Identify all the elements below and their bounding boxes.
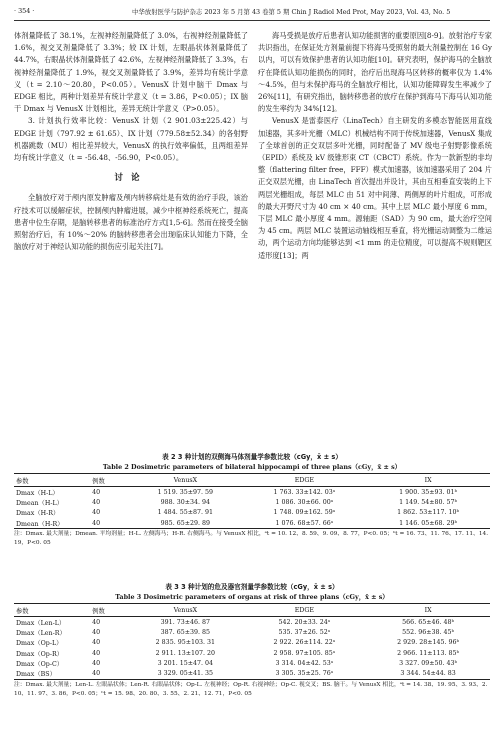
table-cell: Dmax（Op-R） <box>16 650 63 658</box>
table-cell: 3 329. 05±41. 35 <box>128 668 242 679</box>
table-cell: 387. 65±39. 85 <box>160 628 211 636</box>
table-row <box>14 497 490 507</box>
table-row <box>14 617 490 628</box>
table-3-caption-cn: 表 3 3 种计划的危及器官剂量学参数比较（cGy，x̄ ± s） <box>165 583 339 591</box>
table-cell: 988. 30±34. 94 <box>160 498 211 506</box>
table-cell: 2 922. 26±114. 22ᵃ <box>273 639 336 647</box>
table-cell: 40 <box>92 509 101 517</box>
table-cell: 3 344. 54±44. 83 <box>366 668 490 679</box>
table-cell: 40 <box>92 628 101 636</box>
table-cell: 535. 37±26. 52ᵃ <box>278 628 331 636</box>
table-cell: Dmean（H-L） <box>16 499 63 507</box>
table-cell: Dmax（BS） <box>14 668 90 679</box>
table-header-cell: IX <box>366 604 490 617</box>
table-row <box>14 658 490 668</box>
left-paragraph-3: 全脑放疗对于颅内原发肿瘤及颅内转移病灶是有效的治疗手段，该治疗技术可以缓解症状，控制颅内肿瘤进展，减少中枢神经系统死亡，提高患者中位生存期，是脑转移患者的标准治疗方式[1,5-6]。然而在接受全脑照射治疗后，有 10%～20% 的脑转移患者会出现临床认知能力下降，全脑放疗对于神经认知功能的损伤应引起关注[7]。 <box>14 193 248 252</box>
table-cell: 1 763. 33±142. 03ᵃ <box>273 488 336 496</box>
table-cell: 1 748. 09±162. 59ᵃ <box>273 509 336 517</box>
table-row <box>14 648 490 658</box>
table-cell: 3 201. 15±47. 04 <box>157 659 214 667</box>
table-3-note: 注：Dmax. 最大剂量；Len-L. 左眼晶状体；Len-R. 右眼晶状体；Op-L. 左视神经；Op-R. 右视神经；Op-C. 视交叉；BS. 脑干。与 VenusX 相比，ᵃt = 14. 38、19. 95、3. 93、2. 10、11. 97、3. 86，P<0. 05；ᵇt = 15. 98、20. 80、3. 55、2. 21、12. 71，P<0. 05 <box>14 681 488 697</box>
table-header-cell: 参数 <box>14 604 90 617</box>
table-cell: 40 <box>92 639 101 647</box>
table-row <box>14 518 490 529</box>
table-cell: 3 305. 35±25. 76ᵃ <box>242 668 366 679</box>
right-column <box>258 30 492 262</box>
table-cell: 40 <box>92 659 101 667</box>
table-row <box>14 487 490 498</box>
table-cell: 2 958. 97±105. 85ᵃ <box>273 649 336 657</box>
table-cell: 3 327. 09±50. 43ᵇ <box>399 659 458 667</box>
table-cell: 1 862. 53±117. 10ᵇ <box>397 509 460 517</box>
section-title-discussion: 讨论 <box>114 173 148 184</box>
table-cell: Dmax（Len-L） <box>16 619 66 627</box>
table-3-caption-en: Table 3 Dosimetric parameters of organs at risk of three plans（cGy，x̄ ± s） <box>115 593 389 601</box>
table-3-header-row <box>14 604 490 617</box>
table-2-caption-en: Table 2 Dosimetric parameters of bilateral hippocampi of three plans（cGy，x̄ ± s） <box>102 463 402 471</box>
table-2-caption-cn: 表 2 3 种计划的双侧海马体剂量学参数比较（cGy，x̄ ± s） <box>162 453 342 461</box>
table-cell: 542. 20±33. 24ᵃ <box>278 618 331 626</box>
table-row <box>14 668 490 679</box>
table-cell: 2 911. 13±107. 20 <box>155 649 216 657</box>
table-cell: 2 929. 28±145. 96ᵇ <box>397 639 460 647</box>
table-cell: 2 835. 95±103. 31 <box>155 639 216 647</box>
table-cell: Dmean（H-R） <box>14 518 90 529</box>
table-3-grid <box>14 603 490 680</box>
table-cell: 40 <box>92 498 101 506</box>
table-2-header-row <box>14 474 490 487</box>
table-cell: 1 519. 35±97. 59 <box>157 488 214 496</box>
table-header-cell: 例数 <box>90 474 128 487</box>
table-cell: 1 146. 05±68. 29ᵇ <box>366 518 490 529</box>
header-rule <box>14 20 490 21</box>
table-2-note: 注：Dmax. 最大剂量；Dmean. 平均剂量；H-L. 左侧海马；H-R. 右侧海马。与 VenusX 相比，ᵃt = 10. 12、8. 59、9. 09、8. 77，P<0. 05；ᵇt = 16. 73、11. 76、17. 11、14. 19，P<0. 05 <box>14 531 489 547</box>
table-cell: 552. 96±38. 45ᵇ <box>402 628 455 636</box>
table-cell: 40 <box>90 668 128 679</box>
table-cell: Dmax（Op-C） <box>16 660 64 668</box>
table-3 <box>14 582 490 699</box>
table-row <box>14 508 490 518</box>
left-paragraph-2: 3. 计划执行效率比较：VenusX 计划（2 901.03±225.42）与 EDGE 计划（797.92 ± 61.65）、IX 计划（779.58±52.34）的各射野机器跳数（MU）相比差异较大，VenusX 的执行效率偏低，且两组差异均有统计学意义（t = -56.48、-56.90，P<0.05）。 <box>14 116 248 163</box>
table-header-cell: VenusX <box>128 474 242 487</box>
table-cell: 1 149. 54±80. 57ᵇ <box>399 498 458 506</box>
table-header-cell: EDGE <box>242 474 366 487</box>
table-cell: 3 314. 04±42. 53ᵃ <box>275 659 334 667</box>
table-cell: Dmax（Len-R） <box>16 629 66 637</box>
page-number: · 354 · <box>14 7 35 15</box>
table-cell: 985. 65±29. 89 <box>128 518 242 529</box>
table-header-cell: IX <box>366 474 490 487</box>
table-cell: 1 076. 68±57. 66ᵃ <box>242 518 366 529</box>
table-row <box>14 627 490 637</box>
table-row <box>14 638 490 648</box>
table-cell: Dmax（H-L） <box>16 489 59 497</box>
table-2 <box>14 452 490 548</box>
table-cell: 1 900. 35±93. 01ᵇ <box>399 488 458 496</box>
table-cell: 40 <box>92 649 101 657</box>
table-cell: 1 086. 30±66. 00ᵃ <box>275 498 334 506</box>
table-header-cell: 例数 <box>90 604 128 617</box>
table-header-cell: VenusX <box>128 604 242 617</box>
right-paragraph-1: 海马受损是放疗后患者认知功能损害的重要原因[8-9]。放射治疗专家共识指出，在保证处方剂量前提下将海马受照射的最大剂量控制在 16 Gy 以内，可以有效保护患者的认知功能[10]。研究表明，保护海马的全脑放疗在降低认知功能损伤的同时，治疗后出现海马区转移的概率仅为 1.4%～4.5%，但与未保护海马的全脑放疗相比，认知功能障碍发生率减少了 26%[11]，有研究指出，脑转移患者的放疗在保护到海马下海马认知功能的发生率约为 34%[12]。 <box>258 31 492 114</box>
left-paragraph-1: 体剂量降低了 38.1%，左视神经剂量降低了 3.0%，右视神经剂量降低了 1.6%，视交叉剂量降低了 3.3%；较 IX 计划，左眼晶状体剂量降低了 44.7%，右眼晶状体剂量降低了 42.6%，左视神经剂量降低了 3.3%，右视神经剂量降低了 1.9%，视交叉剂量降低了 3.9%，差异均有统计学意义（t = 2.10～20.80，P<0.05）。VenusX 计划中脑干 Dmax 与 EDGE 相比，两种计划差异有统计学意义（t = 3.86，P<0.05）；IX 脑干 Dmax 与 VenusX 计划相比，差异无统计学意义（P>0.05）。 <box>14 31 248 114</box>
table-cell: Dmax（H-R） <box>16 510 60 518</box>
table-cell: 40 <box>92 488 101 496</box>
table-cell: 2 966. 11±113. 85ᵇ <box>397 649 460 657</box>
table-cell: 40 <box>90 518 128 529</box>
table-cell: 1 484. 55±87. 91 <box>157 509 214 517</box>
table-2-grid <box>14 473 490 529</box>
table-cell: 40 <box>92 618 101 626</box>
left-column <box>14 30 248 253</box>
journal-title: 中华放射医学与防护杂志 2023 年 5 月第 43 卷第 5 期 Chin J Radiol Med Prot, May 2023, Vol. 43, No. 5 <box>132 8 451 16</box>
right-paragraph-2: VenusX 是雷泰医疗（LinaTech）自主研发的多模态智能医用直线加速器，其多叶光栅（MLC）机械结构不同于传统加速器，VenusX 集成了全球首创的正交双层多叶光栅，同时配备了 MV 级电子射野影像系统（EPID）系统及 kV 级锥形束 CT（CBCT）系统。作为一款新型的非均整（flattering filter free，FFF）模式加速器，该加速器采用了 204 片正交双层光栅，由 LinaTech 首次提出并设计，其由互相垂直安装的上下两层光栅组成，每层 MLC 由 51 对中间薄、两侧厚的叶片组成，可形成的最大开野尺寸为 40 cm × 40 cm。其中上层 MLC 最小厚度 6 mm，下层 MLC 最小厚度 4 mm。源轴距（SAD）为 90 cm，最大治疗空间为 45 cm。两层 MLC 装置运动轴线相互垂直，将光栅运动调整为二维运动，两个运动方向均能够达到 <1 mm 的走位精度，可以提高不规则靶区适形度[13]；两 <box>258 116 492 260</box>
table-cell: Dmax（Op-L） <box>16 640 63 648</box>
table-cell: 391. 73±46. 87 <box>160 618 211 626</box>
running-header <box>14 7 490 19</box>
table-cell: 566. 65±46. 48ᵇ <box>402 618 455 626</box>
table-header-cell: 参数 <box>14 474 90 487</box>
table-header-cell: EDGE <box>242 604 366 617</box>
